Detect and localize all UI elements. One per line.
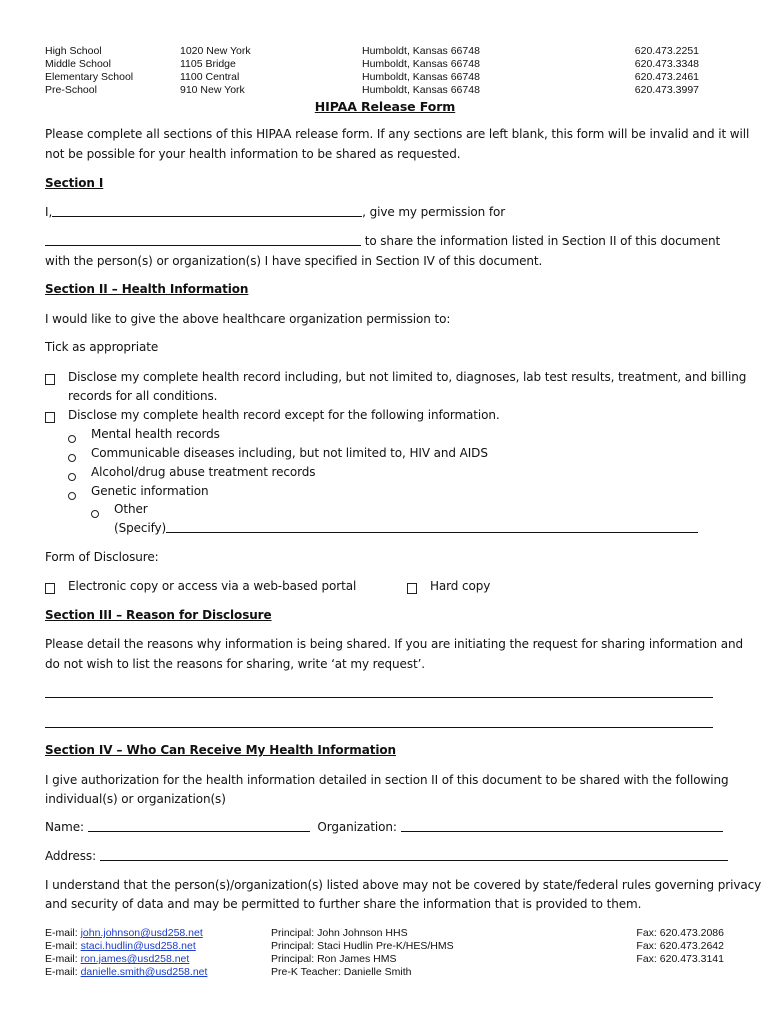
recipient-name-field[interactable] [88,820,310,832]
reason-blank-field[interactable] [45,686,713,698]
section-2-heading: Section II – Health Information [45,282,249,296]
electronic-checkbox[interactable] [45,580,55,598]
bullet-icon [91,506,99,524]
name-label: Name: [45,820,84,834]
exclusion-item: Genetic information [91,484,209,498]
city-address: Humboldt, Kansas 66748 [362,58,480,70]
recipient-organization-field[interactable] [401,820,723,832]
hard-copy-label: Hard copy [430,579,491,593]
email-link[interactable]: danielle.smith@usd258.net [80,966,208,978]
recipient-address-field[interactable] [100,849,728,861]
section-2-intro: I would like to give the above healthcare organization permission to: [45,312,451,326]
phone-number: 620.473.3348 [634,58,699,70]
intro-line: Please complete all sections of this HIPAA release form. If any sections are left blank, this form will be invalid and it will [45,127,750,141]
street-address: 1105 Bridge [180,58,236,70]
understand-line: I understand that the person(s)/organization(s) listed above may not be covered by state/federal rules governing privacy [45,878,762,892]
bullet-icon [68,431,76,449]
bullet-icon [68,469,76,487]
fax-number: Fax: 620.473.2086 [636,927,724,939]
city-address: Humboldt, Kansas 66748 [362,45,480,57]
staff-entry: Principal: Staci Hudlin Pre-K/HES/HMS [271,940,454,952]
header-cities [362,45,480,97]
school-name: High School [45,45,102,57]
email-label: E-mail: [45,966,78,978]
section-1-heading: Section I [45,176,104,190]
bullet-icon [68,450,76,468]
bullet-icon [68,488,76,506]
share-text: to share the information listed in Section II of this document [364,234,721,248]
email-label: E-mail: [45,953,78,965]
exclusion-item: Mental health records [91,427,220,441]
section-4-line: I give authorization for the health information detailed in section II of this document to be shared with the following [45,773,729,787]
street-address: 910 New York [180,84,245,96]
email-link[interactable]: john.johnson@usd258.net [80,927,203,939]
header-streets [180,45,251,97]
fax-number: Fax: 620.473.2642 [636,940,724,952]
email-label: E-mail: [45,927,78,939]
staff-entry: Principal: John Johnson HHS [271,927,408,939]
city-address: Humboldt, Kansas 66748 [362,84,480,96]
specify-line [114,521,698,535]
form-of-disclosure-label: Form of Disclosure: [45,550,159,564]
other-label: Other [114,502,148,516]
option-1-label: Disclose my complete health record including, but not limited to, diagnoses, lab test results, treatment, and billing [68,370,747,384]
city-address: Humboldt, Kansas 66748 [362,71,480,83]
hard-copy-checkbox[interactable] [407,580,417,598]
reason-blank-field[interactable] [45,716,713,728]
section-1-share-line [45,234,720,248]
address-label: Address: [45,849,97,863]
footer-faxes [636,927,724,966]
staff-entry: Pre-K Teacher: Danielle Smith [271,966,412,978]
name-blank-field[interactable] [52,205,362,217]
organization-blank-field[interactable] [45,234,361,246]
exclusion-item: Communicable diseases including, but not limited to, HIV and AIDS [91,446,488,460]
email-link[interactable]: ron.james@usd258.net [80,953,190,965]
tick-instruction: Tick as appropriate [45,340,159,354]
school-name: Pre-School [45,84,97,96]
header-schools [45,45,133,97]
phone-number: 620.473.2461 [634,71,699,83]
email-label: E-mail: [45,940,78,952]
fax-number: Fax: 620.473.3141 [636,953,724,965]
footer-staff [271,927,454,979]
street-address: 1100 Central [180,71,240,83]
section-3-heading: Section III – Reason for Disclosure [45,608,272,622]
give-permission-text: , give my permission for [362,205,506,219]
section-4-heading: Section IV – Who Can Receive My Health Information [45,743,396,757]
option-2-label: Disclose my complete health record except for the following information. [68,408,500,422]
header-phones [635,45,699,97]
specify-blank-field[interactable] [166,521,698,533]
email-link[interactable]: staci.hudlin@usd258.net [80,940,196,952]
exclusion-item: Alcohol/drug abuse treatment records [91,465,316,479]
electronic-label: Electronic copy or access via a web-based portal [68,579,357,593]
i-prefix: I, [45,205,53,219]
section-3-line: do not wish to list the reasons for sharing, write ‘at my request’. [45,657,426,671]
footer-emails [45,927,207,979]
address-line [45,849,728,863]
section-1-name-line [45,205,505,219]
option-2-checkbox[interactable] [45,409,55,427]
option-1-label-cont: records for all conditions. [68,389,218,403]
phone-number: 620.473.3997 [634,84,699,96]
school-name: Middle School [45,58,111,70]
name-org-line [45,820,723,834]
staff-entry: Principal: Ron James HMS [271,953,397,965]
organization-label: Organization: [317,820,397,834]
understand-line: and security of data and may be permitted to further share the information that is provided to them. [45,897,642,911]
page-title: HIPAA Release Form [314,99,456,114]
intro-line: not be possible for your health information to be shared as requested. [45,147,461,161]
section-4-line: individual(s) or organization(s) [45,792,226,806]
option-1-checkbox[interactable] [45,371,55,389]
street-address: 1020 New York [180,45,251,57]
section-1-line: with the person(s) or organization(s) I have specified in Section IV of this document. [45,254,543,268]
school-name: Elementary School [45,71,134,83]
phone-number: 620.473.2251 [634,45,699,57]
specify-label: (Specify) [114,521,167,535]
section-3-line: Please detail the reasons why information is being shared. If you are initiating the request for sharing information and [45,637,743,651]
